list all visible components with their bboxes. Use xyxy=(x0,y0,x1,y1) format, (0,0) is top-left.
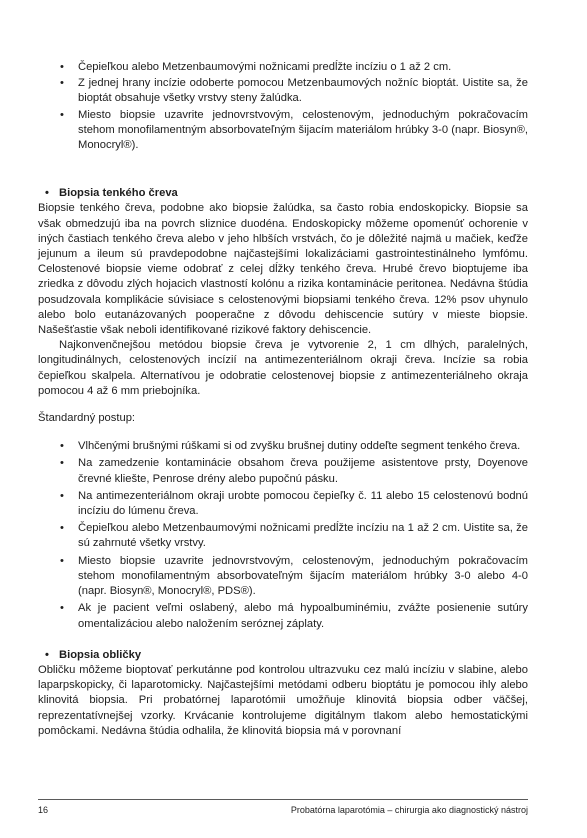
paragraph: Biopsie tenkého čreva, podobne ako biopsie žalúdka, sa často robia endoskopicky. Biopsie sa však obmedzujú iba na povrch sliznice duodéna. Endoskopicky môžeme opomenúť ochorenie v iných častiach tenkého čreva alebo v jeho hlbších vrstvách, čo je dôležité najmä u mačiek, keďže jejunum a ileum sú pravdepodobne najčastejšími lokalizáciami gastrointestinálneho lymfómu. Celostenové biopsie vieme odobrať z celej dĺžky tenkého čreva. Hrubé črevo bioptujeme iba zriedka z dôvodu zlých hojacich vlastností kolónu a rizika kontaminácie peritonea. Nedávna štúdia posudzovala komplikácie súvisiace s celostenovými biopsiami tenkého čreva. 12% psov uhynulo alebo bolo eutanázovaných pooperačne z dôvodu dehiscencie sutúry v mieste biopsie. Našešťastie však neboli identifikované rizikové faktory dehiscencie. xyxy=(38,202,528,337)
spacer xyxy=(38,399,528,411)
spacer xyxy=(38,154,528,186)
page-content xyxy=(38,60,528,739)
page-number: 16 xyxy=(38,805,49,815)
list-item: • Vlhčenými brušnými rúškami si od zvyšku brušnej dutiny oddeľte segment tenkého čreva. xyxy=(38,439,528,454)
spacer xyxy=(38,634,528,648)
heading-bullet-icon: • xyxy=(45,187,49,200)
running-title: Probatórna laparotómia – chirurgia ako diagnostický nástroj xyxy=(290,805,528,815)
section-heading-text: Biopsia tenkého čreva xyxy=(59,187,178,200)
standard-procedure-label: Štandardný postup: xyxy=(38,412,136,425)
list-item: • Na zamedzenie kontaminácie obsahom čreva použijeme asistentove prsty, Doyenove črevné kliešte, Penrose drény alebo pupočnú pásku. xyxy=(38,456,528,486)
list-item: • Čepieľkou alebo Metzenbaumovými nožnicami predĺžte incíziu o 1 až 2 cm. xyxy=(38,60,528,75)
section-heading-kidney xyxy=(38,648,528,663)
list-item: • Čepieľkou alebo Metzenbaumovými nožnicami predĺžte incíziu na 1 až 2 cm. Uistite sa, že sú zahrnuté všetky vrstvy. xyxy=(38,521,528,551)
section-heading-text: Biopsia obličky xyxy=(59,648,142,661)
footer-divider xyxy=(38,799,528,800)
list-item: • Na antimezenteriálnom okraji urobte pomocou čepieľky č. 11 alebo 15 celostenovú bodnú incíziu do lúmenu čreva. xyxy=(38,489,528,519)
top-bullet-list xyxy=(38,60,528,153)
list-item: • Ak je pacient veľmi oslabený, alebo má hypoalbuminémiu, zvážte posienenie sutúry omentalizáciou alebo naložením seróznej záplaty. xyxy=(38,601,528,631)
list-item: • Miesto biopsie uzavrite jednovrstvovým, celostenovým, jednoduchým pokračovacím stehom monofilamentným absorbovateľným šijacím materiálom hrúbky 3-0 alebo 4-0 (napr. Biosyn®, Monocryl®, PDS®). xyxy=(38,554,528,600)
paragraph: Obličku môžeme bioptovať perkutánne pod kontrolou ultrazvuku cez malú incíziu v slabine, alebo laparpskopicky, či laparotomicky. Najčastejšími metódami odberu bioptátu je pomocou ihly alebo klinovitá biopsia. Pri probatórnej laparotómii umožňuje klinovitá biopsia odber väčšej, reprezentatívnejšej vzorky. Krvácanie kontrolujeme digitálnym tlakom alebo hemostatickými pomôckami. Nedávna štúdia odhalila, že klinovitá biopsia má v porovnaní xyxy=(38,663,528,737)
list-item: • Miesto biopsie uzavrite jednovrstvovým, celostenovým, jednoduchým pokračovacím stehom monofilamentným absorbovateľným šijacím materiálom hrúbky 3-0 (napr. Biosyn®, Monocryl®). xyxy=(38,108,528,154)
spacer xyxy=(38,426,528,439)
procedure-step-list xyxy=(38,439,528,631)
heading-bullet-icon: • xyxy=(45,648,49,661)
section-heading-small-intestine xyxy=(38,186,528,201)
list-item: • Z jednej hrany incízie odoberte pomocou Metzenbaumových nožníc bioptát. Uistite sa, že bioptát obsahuje všetky vrstvy steny žalúdka. xyxy=(38,76,528,106)
paragraph: Najkonvenčnejšou metódou biopsie čreva je vytvorenie 2, 1 cm dlhých, paralelných, longitudinálnych, celostenových incízií na antimezenteriálnom okraji čreva. Incízie sa robia čepieľkou skalpela. Alternatívou je odobratie celostenovej biopsie z antimezenteriálneho okraja pomocou 4 až 6 mm priebojníka. xyxy=(38,339,528,397)
